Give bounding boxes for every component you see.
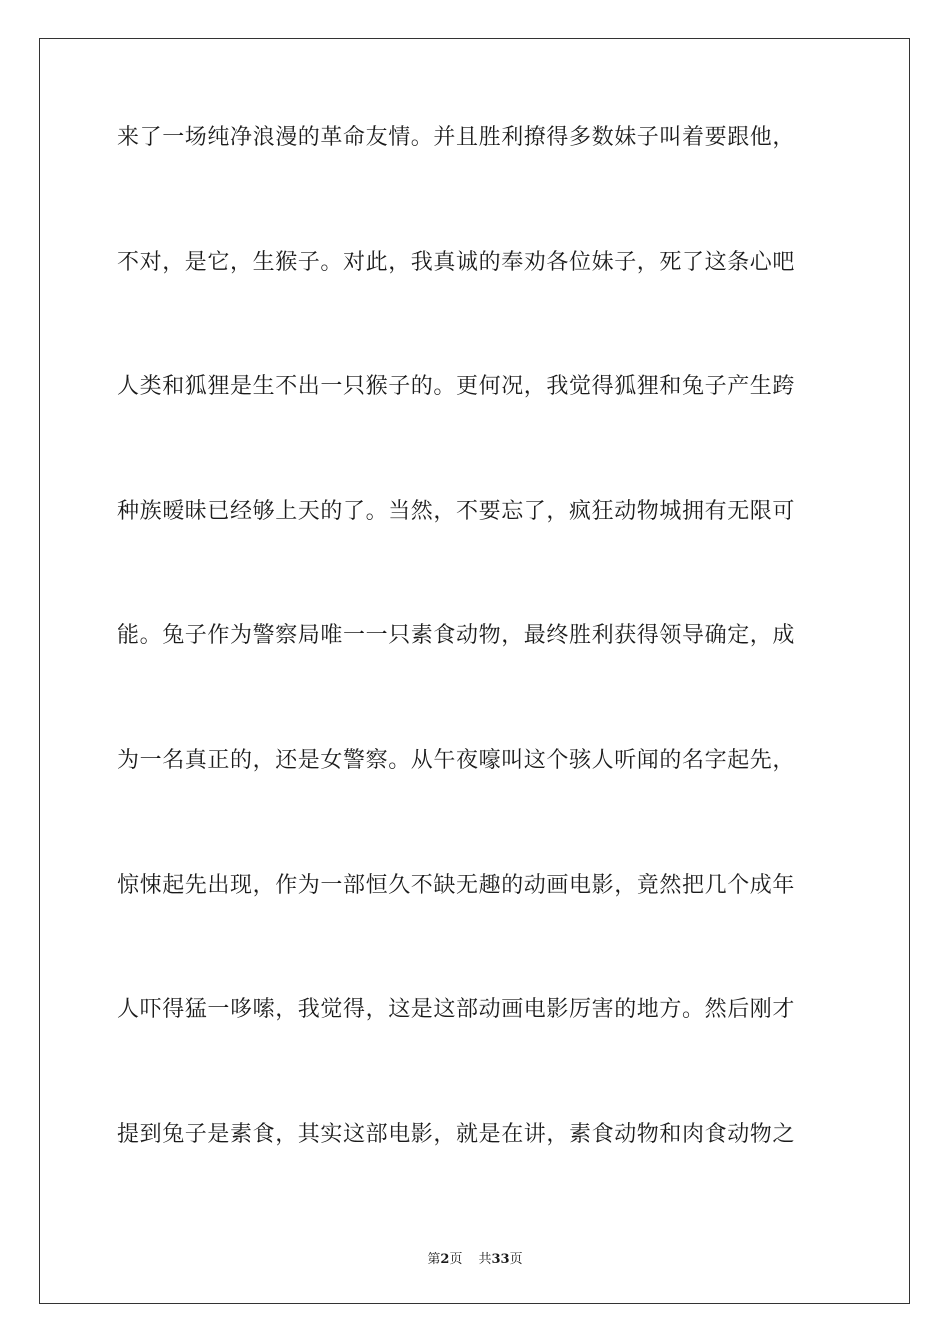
text-line: 能。兔子作为警察局唯一一只素食动物，最终胜利获得领导确定，成 xyxy=(117,623,796,649)
text-line: 人类和狐狸是生不出一只猴子的。更何况，我觉得狐狸和兔子产生跨 xyxy=(117,374,796,400)
page-footer xyxy=(0,1248,950,1267)
page-prefix: 第 xyxy=(427,1252,441,1267)
text-line: 种族暧昧已经够上天的了。当然，不要忘了，疯狂动物城拥有无限可 xyxy=(117,498,796,524)
total-suffix: 页 xyxy=(509,1252,523,1267)
text-line: 人吓得猛一哆嗦，我觉得，这是这部动画电影厉害的地方。然后刚才 xyxy=(117,997,796,1023)
page-number: 2 xyxy=(440,1252,450,1267)
total-prefix: 共 xyxy=(478,1252,492,1267)
text-line: 来了一场纯净浪漫的革命友情。并且胜利撩得多数妹子叫着要跟他， xyxy=(117,125,796,150)
document-body xyxy=(117,121,837,1242)
text-line: 不对，是它，生猴子。对此，我真诚的奉劝各位妹子，死了这条心吧 xyxy=(117,249,796,275)
text-line: 为一名真正的，还是女警察。从午夜嚎叫这个骇人听闻的名字起先， xyxy=(117,747,796,773)
text-line: 提到兔子是素食，其实这部电影，就是在讲，素食动物和肉食动物之 xyxy=(117,1121,796,1147)
total-pages: 33 xyxy=(491,1252,510,1267)
text-line: 惊悚起先出现，作为一部恒久不缺无趣的动画电影，竟然把几个成年 xyxy=(117,872,796,898)
page-suffix: 页 xyxy=(449,1252,463,1267)
